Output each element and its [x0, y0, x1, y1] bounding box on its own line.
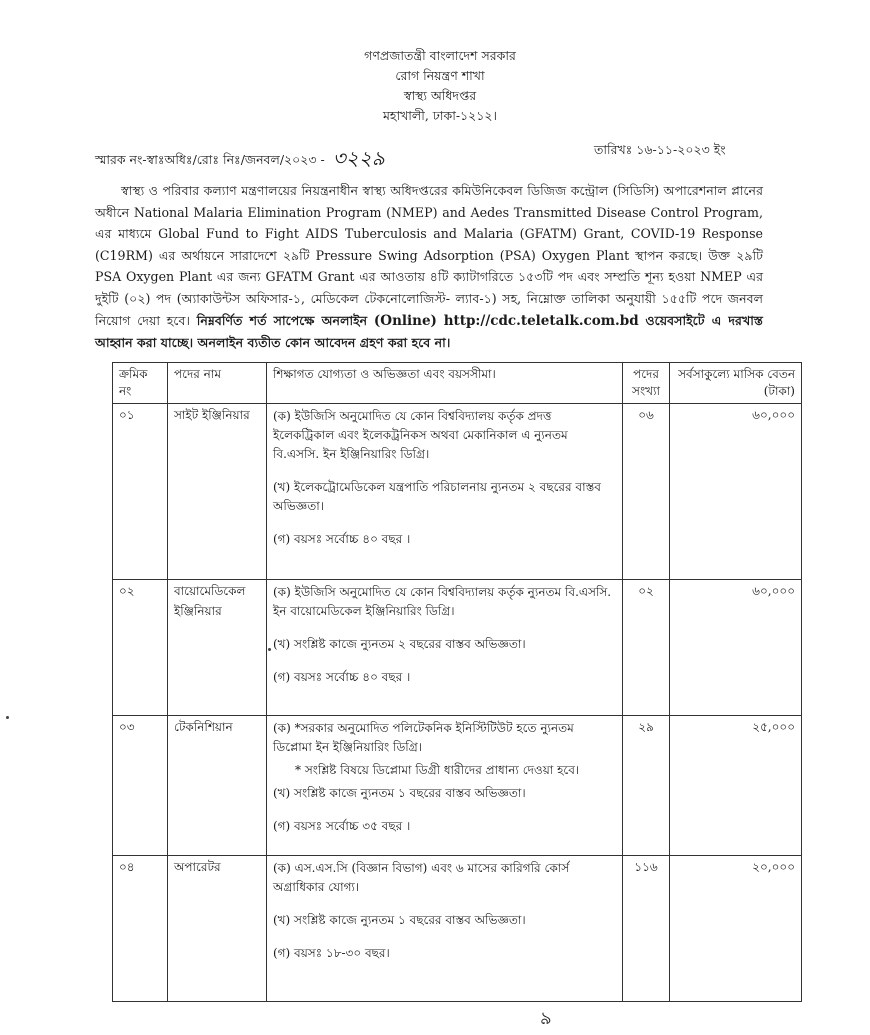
row-count: ২৯: [623, 716, 670, 856]
header-address: মহাখালী, ঢাকা-১২১২।: [382, 108, 498, 123]
table-header-row: [113, 363, 802, 404]
application-link[interactable]: http://cdc.teletalk.com.bd: [443, 312, 639, 329]
row-salary: ২০,০০০: [670, 856, 802, 1002]
letterhead: [0, 46, 870, 126]
header-government: গণপ্রজাতন্ত্রী বাংলাদেশ সরকার: [364, 48, 516, 63]
qualification-note: * সংশ্লিষ্ট বিষয়ে ডিপ্লোমা ডিগ্রী ধারীদের প্রাধান্য দেওয়া হবে।: [295, 763, 580, 777]
qualification-item: (ক) এস.এস.সি (বিজ্ঞান বিভাগ) এবং ৬ মাসের কারিগরি কোর্স অগ্রাধিকার যোগ্য।: [273, 861, 570, 894]
scan-speck: [6, 716, 9, 719]
header-qualification: শিক্ষাগত যোগ্যতা ও অভিজ্ঞতা এবং বয়সসীমা।: [267, 363, 623, 404]
qualification-item: (ক) *সরকার অনুমোদিত পলিটেকনিক ইনিস্টিটিউট হতে ন্যুনতম ডিপ্লোমা ইন ইঞ্জিনিয়ারিং ডিগ্রি।: [273, 721, 574, 754]
row-post: বায়োমেডিকেল ইঞ্জিনিয়ার: [168, 580, 267, 716]
qualification-item: (ক) ইউজিসি অনুমোদিত যে কোন বিশ্ববিদ্যালয় কর্তৃক ন্যুনতম বি.এসসি. ইন বায়োমেডিকেল ইঞ্জিনিয়ারিং ডিগ্রি।: [273, 585, 612, 618]
row-serial: ০৪: [113, 856, 168, 1002]
row-post: সাইট ইঞ্জিনিয়ার: [168, 404, 267, 580]
table-row: [113, 404, 802, 580]
qualification-item: (গ) বয়সঃ সর্বোচ্চ ৩৫ বছর ।: [273, 819, 411, 833]
row-serial: ০৩: [113, 716, 168, 856]
vacancy-table: [112, 362, 802, 1002]
row-count: ০৬: [623, 404, 670, 580]
qualification-item: (খ) সংশ্লিষ্ট কাজে ন্যুনতম ১ বছরের বাস্তব অভিজ্ঞতা।: [273, 786, 526, 800]
memo-number: ৩২২৯: [332, 146, 385, 170]
header-post-name: পদের নাম: [168, 363, 267, 404]
online-label: (Online): [373, 312, 437, 329]
row-count: ১১৬: [623, 856, 670, 1002]
memo-prefix: স্মারক নং-স্বাঃঅধিঃ/রোঃ নিঃ/জনবল/২০২৩ -: [95, 152, 325, 167]
header-branch: রোগ নিয়ন্ত্রণ শাখা: [395, 68, 485, 83]
row-salary: ৬০,০০০: [670, 580, 802, 716]
intro-closing: ওয়েবসাইটে এ দরখাস্ত আহ্বান করা যাচ্ছে। অনলাইন ব্যতীত কোন আবেদন গ্রহণ করা হবে না।: [95, 312, 763, 351]
row-qualification: [267, 716, 623, 856]
row-serial: ০১: [113, 404, 168, 580]
row-salary: ৬০,০০০: [670, 404, 802, 580]
scan-speck: [268, 648, 271, 651]
intro-paragraph: [95, 180, 763, 354]
table-row: [113, 580, 802, 716]
qualification-item: (খ) সংশ্লিষ্ট কাজে ন্যুনতম ১ বছরের বাস্তব অভিজ্ঞতা।: [273, 913, 526, 927]
header-salary: সর্বসাকুল্যে মাসিক বেতন (টাকা): [670, 363, 802, 404]
qualification-item: (খ) সংশ্লিষ্ট কাজে ন্যুনতম ২ বছরের বাস্তব অভিজ্ঞতা।: [273, 637, 526, 651]
memo-reference: [95, 144, 385, 177]
table-row: [113, 716, 802, 856]
row-qualification: [267, 404, 623, 580]
qualification-item: (খ) ইলেকট্রোমেডিকেল যন্ত্রপাতি পরিচালনায় ন্যুনতম ২ বছরের বাস্তব অভিজ্ঞতা।: [273, 480, 601, 513]
row-post: টেকনিশিয়ান: [168, 716, 267, 856]
qualification-item: (গ) বয়সঃ সর্বোচ্চ ৪০ বছর ।: [273, 532, 411, 546]
row-qualification: [267, 856, 623, 1002]
page-mark: ৯: [540, 1008, 552, 1029]
row-post: অপারেটর: [168, 856, 267, 1002]
table-row: [113, 856, 802, 1002]
qualification-item: (ক) ইউজিসি অনুমোদিত যে কোন বিশ্ববিদ্যালয় কর্তৃক প্রদত্ত ইলেকট্রিকাল এবং ইলেকট্রনিকস অথবা মেকানিকাল এ ন্যুনতম বি.এসসি. ইন ইঞ্জিনিয়ারিং ডিগ্রি।: [273, 409, 568, 461]
row-serial: ০২: [113, 580, 168, 716]
qualification-item: (গ) বয়সঃ ১৮-৩০ বছর।: [273, 946, 390, 960]
row-qualification: [267, 580, 623, 716]
header-serial: ক্রমিক নং: [113, 363, 168, 404]
qualification-item: (গ) বয়সঃ সর্বোচ্চ ৪০ বছর ।: [273, 670, 411, 684]
header-count: পদের সংখ্যা: [623, 363, 670, 404]
row-salary: ২৫,০০০: [670, 716, 802, 856]
issue-date: তারিখঃ ১৬-১১-২০২৩ ইং: [594, 142, 726, 157]
intro-condition: নিম্নবর্ণিত শর্ত সাপেক্ষে অনলাইন: [196, 312, 368, 328]
header-directorate: স্বাস্থ্য অধিদপ্তর: [403, 88, 477, 103]
intro-text: স্বাস্থ্য ও পরিবার কল্যাণ মন্ত্রণালয়ের নিয়ন্ত্রনাধীন স্বাস্থ্য অধিদপ্তরের কমিউনিকেবল ডিজিজ কন্ট্রোল (সিডিসি) অপারেশনাল প্লানের অধীনে National Malaria Elimination Program (NMEP) and Aedes Transmitted Disease Control Program, এর মাধ্যমে Global Fund to Fight AIDS Tuberculosis and Malaria (GFATM) Grant, COVID-19 Response (C19RM) এর অর্থায়নে সারাদেশে ২৯টি Pressure Swing Adsorption (PSA) Oxygen Plant স্থাপন করছে। উক্ত ২৯টি PSA Oxygen Plant এর জন্য GFATM Grant এর আওতায় ৪টি ক্যাটাগরিতে ১৫৩টি পদ এবং সম্প্রতি শূন্য হওয়া NMEP এর দুইটি (০২) পদ (অ্যাকাউন্টস অফিসার-১, মেডিকেল টেকনোলোজিস্ট- ল্যাব-১) সহ, নিম্নোক্ত তালিকা অনুযায়ী ১৫৫টি পদে জনবল নিয়োগ দেয়া হবে।: [95, 183, 763, 328]
row-count: ০২: [623, 580, 670, 716]
